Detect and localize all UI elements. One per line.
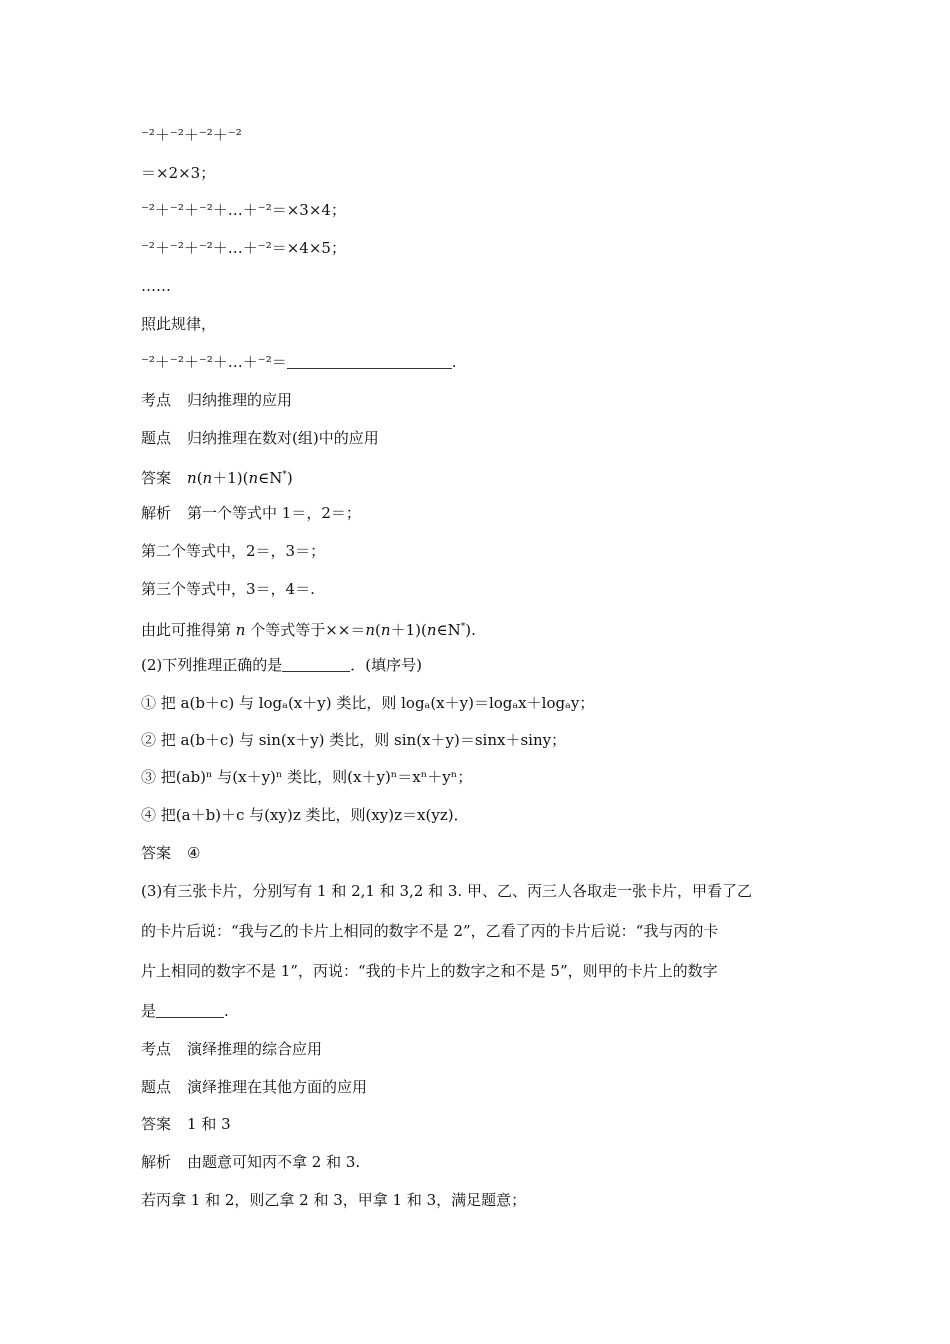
equation-line-1 xyxy=(141,125,242,145)
jiexi-text: 由题意可知丙不拿 2 和 3. xyxy=(187,1153,361,1171)
question-3-line-3 xyxy=(141,961,718,981)
solution-text: 若丙拿 1 和 2，则乙拿 2 和 3，甲拿 1 和 3，满足题意； xyxy=(141,1191,527,1209)
rule-intro-text: 照此规律， xyxy=(141,315,217,333)
question-3-line-2 xyxy=(141,921,718,941)
answer-1 xyxy=(141,465,293,488)
answer-label: 答案 xyxy=(141,469,172,487)
answer-text: ) xyxy=(286,469,293,487)
answer-blank[interactable] xyxy=(282,658,350,672)
equation-text: ⁻²＋⁻²＋⁻²＋⁻² xyxy=(141,126,242,144)
rule-intro xyxy=(141,314,216,334)
solution-text: 第二个等式中，2＝，3＝； xyxy=(141,542,326,560)
var-n: n xyxy=(426,621,437,639)
equation-text: ⁻²＋⁻²＋⁻²＋…＋⁻²＝×4×5； xyxy=(141,239,346,257)
kaodian-1 xyxy=(141,390,292,410)
solution-line-3 xyxy=(141,579,315,599)
equation-line-4 xyxy=(141,238,346,258)
solution-text: ∈N xyxy=(436,621,461,639)
question-text: (3)有三张卡片，分别写有 1 和 2,1 和 3,2 和 3. 甲、乙、丙三人各取走一张卡片，甲看了乙 xyxy=(141,882,752,900)
question-3-line-1 xyxy=(141,881,752,901)
option-1 xyxy=(141,693,594,713)
var-n: n xyxy=(248,469,259,487)
answer-text: ＋1)( xyxy=(212,469,249,487)
var-n: n xyxy=(235,621,246,639)
solution-text: ＋1)( xyxy=(390,621,427,639)
tidian-text: 演绎推理在其他方面的应用 xyxy=(187,1078,368,1096)
option-2 xyxy=(141,730,566,750)
ellipsis-line xyxy=(141,276,171,296)
jiexi-label: 解析 xyxy=(141,1153,172,1171)
equation-line-3 xyxy=(141,200,346,220)
var-n: n xyxy=(187,469,197,487)
answer-blank[interactable] xyxy=(287,355,452,369)
question-text: 片上相同的数字不是 1”，丙说：“我的卡片上的数字之和不是 5”，则甲的卡片上的数字 xyxy=(141,962,718,980)
tidian-2 xyxy=(141,1077,367,1097)
question-text: 是 xyxy=(141,1002,157,1020)
question-text: (2)下列推理正确的是 xyxy=(141,656,283,674)
option-text: ④ 把(a＋b)＋c 与(xy)z 类比，则(xy)z＝x(yz)． xyxy=(141,806,469,824)
option-text: ③ 把(ab)ⁿ 与(x＋y)ⁿ 类比，则(x＋y)ⁿ＝xⁿ＋yⁿ； xyxy=(141,768,473,786)
equation-text: ⁻²＋⁻²＋⁻²＋…＋⁻²＝ xyxy=(141,353,287,371)
answer-blank[interactable] xyxy=(156,1004,224,1018)
solution-line-2 xyxy=(141,541,325,561)
var-n: n xyxy=(202,469,213,487)
solution-line-4 xyxy=(141,617,476,640)
option-text: ② 把 a(b＋c) 与 sin(x＋y) 类比，则 sin(x＋y)＝sinx＋siny； xyxy=(141,731,567,749)
question-3-line-4 xyxy=(141,1001,229,1021)
solution-text: 由此可推得第 xyxy=(141,621,236,639)
answer-text: ∈N xyxy=(258,469,283,487)
period: . xyxy=(451,353,457,371)
solution-text: 个等式等于××＝ xyxy=(245,621,366,639)
jiexi-label: 解析 xyxy=(141,504,172,522)
tidian-label: 题点 xyxy=(141,1078,172,1096)
answer-3 xyxy=(141,1114,231,1134)
option-4 xyxy=(141,805,469,825)
equation-general xyxy=(141,352,457,372)
equation-line-2 xyxy=(141,163,215,183)
kaodian-text: 演绎推理的综合应用 xyxy=(187,1040,323,1058)
kaodian-2 xyxy=(141,1039,322,1059)
question-2 xyxy=(141,655,422,675)
jiexi-3 xyxy=(141,1152,360,1172)
kaodian-label: 考点 xyxy=(141,1040,172,1058)
solution-3-line-2 xyxy=(141,1190,526,1210)
tidian-text: 归纳推理在数对(组)中的应用 xyxy=(187,429,379,447)
answer-label: 答案 xyxy=(141,1115,172,1133)
solution-text: ( xyxy=(375,621,381,639)
kaodian-text: 归纳推理的应用 xyxy=(187,391,293,409)
answer-text: ( xyxy=(196,469,203,487)
answer-label: 答案 xyxy=(141,844,172,862)
option-text: ① 把 a(b＋c) 与 logₐ(x＋y) 类比，则 logₐ(x＋y)＝logₐx＋logₐy； xyxy=(141,694,595,712)
question-text: 的卡片后说：“我与乙的卡片上相同的数字不是 2”，乙看了丙的卡片后说：“我与丙的卡 xyxy=(141,922,719,940)
tidian-label: 题点 xyxy=(141,429,172,447)
kaodian-label: 考点 xyxy=(141,391,172,409)
tidian-1 xyxy=(141,428,379,448)
var-n: n xyxy=(365,621,376,639)
option-3 xyxy=(141,767,472,787)
superscript-star: * xyxy=(282,470,287,480)
period: . xyxy=(224,1002,229,1020)
jiexi-1 xyxy=(141,503,361,523)
question-text: ．(填序号) xyxy=(350,656,422,674)
ellipsis-text: …… xyxy=(141,277,171,295)
jiexi-text: 第一个等式中 1＝，2＝； xyxy=(187,504,361,522)
answer-2 xyxy=(141,843,200,863)
answer-text: ④ xyxy=(187,844,201,862)
answer-text: 1 和 3 xyxy=(187,1115,231,1133)
solution-text: ). xyxy=(465,621,476,639)
equation-text: ＝×2×3； xyxy=(141,164,216,182)
equation-text: ⁻²＋⁻²＋⁻²＋…＋⁻²＝×3×4； xyxy=(141,201,346,219)
superscript-star: * xyxy=(460,622,466,632)
solution-text: 第三个等式中，3＝，4＝. xyxy=(141,580,315,598)
var-n: n xyxy=(380,621,391,639)
